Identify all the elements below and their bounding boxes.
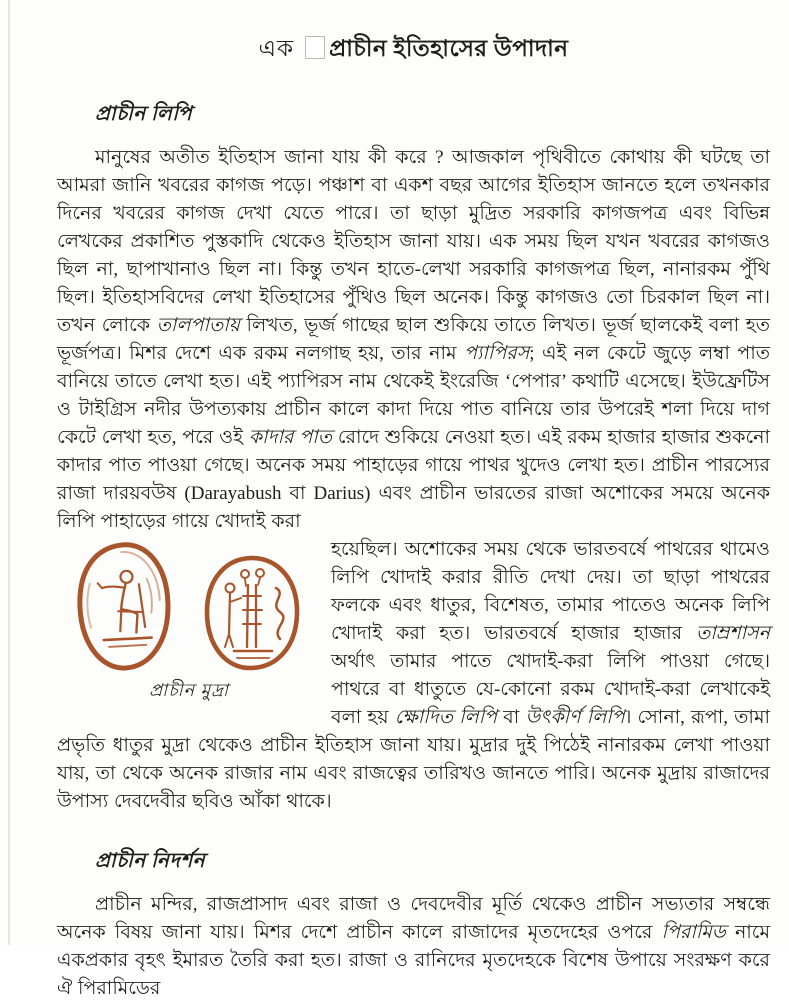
chapter-title-text: প্রাচীন ইতিহাসের উপাদান [329,36,569,61]
ancient-coins-figure [63,540,315,707]
chapter-title [57,30,770,69]
paragraph-ancient-script-part2-wrap [57,536,770,816]
figure-caption: প্রাচীন মুদ্রা [149,680,229,700]
seated-figure-coin-image [71,537,178,674]
standing-figures-coin-image [200,554,304,672]
coin-images-row [63,540,315,672]
paragraph-ancient-script-part2: হয়েছিল। অশোকের সময় থেকে ভারতবর্ষে পাথরের থামেও লিপি খোদাই করার রীতি দেখা দেয়। তা ছাড়া পাথরের ফলকে এবং ধাতুর, বিশেষত, তামার পাতেও অনেক লিপি খোদাই করা হত। ভারতবর্ষে হাজার হাজার তাম্রশাসন অর্থাৎ তামার পাতে খোদাই-করা লিপি পাওয়া গেছে। পাথরে বা ধাতুতে যে-কোনো রকম খোদাই-করা লেখাকেই বলা হয় ক্ষোদিত লিপি বা উৎকীর্ণ লিপি। সোনা, রূপা, তামা প্রভৃতি ধাতুর মুদ্রা থেকেও প্রাচীন ইতিহাস জানা যায়। মুদ্রার দুই পিঠেই নানারকম লেখা পাওয়া যায়, তা থেকে অনেক রাজার নাম এবং রাজত্বের তারিখও জানতে পারি। অনেক মুদ্রায় রাজাদের উপাস্য দেবদেবীর ছবিও আঁকা থাকে। [57,539,770,812]
paragraph-ancient-script-part1: মানুষের অতীত ইতিহাস জানা যায় কী করে ? আজকাল পৃথিবীতে কোথায় কী ঘটছে তা আমরা জানি খবরের কাগজ পড়ে। পঞ্চাশ বা একশ বছর আগের ইতিহাস জানতে হলে তখনকার দিনের খবরের কাগজ দেখা যেতে পারে। তা ছাড়া মুদ্রিত সরকারি কাগজপত্র এবং বিভিন্ন লেখকের প্রকাশিত পুস্তকাদি থেকেও ইতিহাস জানা যায়। এক সময় ছিল যখন খবরের কাগজও ছিল না, ছাপাখানাও ছিল না। কিন্তু তখন হাতে-লেখা সরকারি কাগজপত্র ছিল, নানারকম পুঁথি ছিল। ইতিহাসবিদের লেখা ইতিহাসের পুঁথিও ছিল অনেক। কিন্তু কাগজও তো চিরকাল ছিল না। তখন লোকে তালপাতায় লিখত, ভূর্জ গাছের ছাল শুকিয়ে তাতে লিখত। ভূর্জ ছালকেই বলা হত ভূর্জপত্র। মিশর দেশে এক রকম নলগাছ হয়, তার নাম প্যাপিরস; এই নল কেটে জুড়ে লম্বা পাত বানিয়ে তাতে লেখা হত। এই প্যাপিরস নাম থেকেই ইংরেজি ‘পেপার’ কথাটি এসেছে। ইউফ্রেটিস ও টাইগ্রিস নদীর উপত্যকায় প্রাচীন কালে কাদা দিয়ে পাত বানিয়ে তার উপরেই শলা দিয়ে দাগ কেটে লেখা হত, পরে ওই কাদার পাত রোদে শুকিয়ে নেওয়া হত। এই রকম হাজার হাজার শুকনো কাদার পাত পাওয়া গেছে। অনেক সময় পাহাড়ের গায়ে পাথর খুদেও লেখা হত। প্রাচীন পারস্যের রাজা দারয়বউষ (Darayabush বা Darius) এবং প্রাচীন ভারতের রাজা অশোকের সময়ে অনেক লিপি পাহাড়ের গায়ে খোদাই করা [57,147,771,532]
section-heading-ancient-relics: প্রাচীন নিদর্শন [95,850,206,872]
chapter-number: এক [258,36,295,61]
section-heading-ancient-script: প্রাচীন লিপি [95,103,193,125]
missing-glyph-box [305,36,325,59]
paragraph-ancient-relics: প্রাচীন মন্দির, রাজপ্রাসাদ এবং রাজা ও দেবদেবীর মূর্তি থেকেও প্রাচীন সভ্যতার সম্বন্ধে অনেক বিষয় জানা যায়। মিশর দেশে প্রাচীন কালে রাজাদের মৃতদেহের ওপরে পিরামিড নামে একপ্রকার বৃহৎ ইমারত তৈরি করা হত। রাজা ও রানিদের মৃতদেহকে বিশেষ উপায়ে সংরক্ষণ করে ঐ পিরামিডের [57,894,770,999]
